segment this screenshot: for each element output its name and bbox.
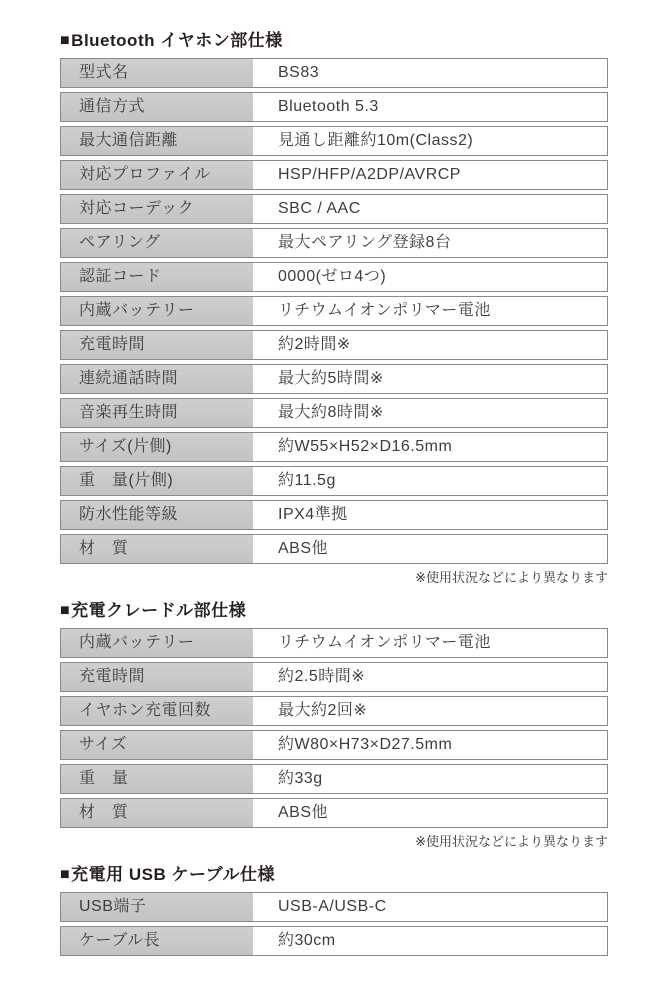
spec-row (60, 662, 608, 692)
spec-value: 約30cm (253, 927, 607, 955)
spec-row (60, 160, 608, 190)
spec-label: 材 質 (61, 535, 253, 563)
spec-value: ABS他 (253, 535, 607, 563)
black-square-bullet-icon: ■ (60, 866, 71, 883)
spec-row (60, 364, 608, 394)
section-title-usb-cable (60, 865, 608, 885)
section-title-charging-cradle (60, 601, 608, 621)
spec-row (60, 92, 608, 122)
section-title-text: 充電用 USB ケーブル仕様 (71, 865, 275, 884)
spec-label: 充電時間 (61, 663, 253, 691)
spec-label: 最大通信距離 (61, 127, 253, 155)
spec-value: SBC / AAC (253, 195, 607, 223)
spec-label: 音楽再生時間 (61, 399, 253, 427)
spec-value: 最大ペアリング登録8台 (253, 229, 607, 257)
spec-label: サイズ (61, 731, 253, 759)
section-bluetooth-earphone (60, 31, 608, 586)
spec-label: 内蔵バッテリー (61, 629, 253, 657)
spec-label: 材 質 (61, 799, 253, 827)
spec-label: サイズ(片側) (61, 433, 253, 461)
spec-value: 0000(ゼロ4つ) (253, 263, 607, 291)
spec-value: BS83 (253, 59, 607, 87)
spec-value: 約2時間※ (253, 331, 607, 359)
black-square-bullet-icon: ■ (60, 602, 71, 619)
spec-value: リチウムイオンポリマー電池 (253, 297, 607, 325)
spec-row (60, 466, 608, 496)
spec-label: 連続通話時間 (61, 365, 253, 393)
spec-label: 通信方式 (61, 93, 253, 121)
section-charging-cradle (60, 601, 608, 850)
spec-row (60, 764, 608, 794)
spec-label: 対応プロファイル (61, 161, 253, 189)
spec-value: 最大約5時間※ (253, 365, 607, 393)
spec-value: ABS他 (253, 799, 607, 827)
spec-label: 認証コード (61, 263, 253, 291)
spec-value: Bluetooth 5.3 (253, 93, 607, 121)
spec-row (60, 330, 608, 360)
spec-row (60, 262, 608, 292)
section-title-bluetooth-earphone (60, 31, 608, 51)
spec-value: 約33g (253, 765, 607, 793)
spec-label: ケーブル長 (61, 927, 253, 955)
spec-table-charging-cradle (60, 628, 608, 828)
spec-value: 約11.5g (253, 467, 607, 495)
spec-label: ペアリング (61, 229, 253, 257)
black-square-bullet-icon: ■ (60, 32, 71, 49)
spec-value: 約W55×H52×D16.5mm (253, 433, 607, 461)
spec-row (60, 58, 608, 88)
spec-value: HSP/HFP/A2DP/AVRCP (253, 161, 607, 189)
spec-value: IPX4準拠 (253, 501, 607, 529)
spec-row (60, 892, 608, 922)
spec-value: 最大約8時間※ (253, 399, 607, 427)
spec-value: 約2.5時間※ (253, 663, 607, 691)
spec-row (60, 730, 608, 760)
spec-label: 対応コーデック (61, 195, 253, 223)
spec-row (60, 534, 608, 564)
spec-row (60, 432, 608, 462)
spec-row (60, 126, 608, 156)
spec-table-bluetooth-earphone (60, 58, 608, 564)
spec-label: 重 量 (61, 765, 253, 793)
spec-label: 防水性能等級 (61, 501, 253, 529)
spec-label: イヤホン充電回数 (61, 697, 253, 725)
section-title-text: 充電クレードル部仕様 (71, 601, 247, 620)
spec-row (60, 398, 608, 428)
spec-value: 最大約2回※ (253, 697, 607, 725)
spec-label: 内蔵バッテリー (61, 297, 253, 325)
section-usb-cable (60, 865, 608, 956)
spec-row (60, 926, 608, 956)
spec-value: 約W80×H73×D27.5mm (253, 731, 607, 759)
spec-row (60, 798, 608, 828)
spec-sheet-content (60, 31, 608, 956)
spec-table-usb-cable (60, 892, 608, 956)
spec-value: リチウムイオンポリマー電池 (253, 629, 607, 657)
spec-label: 充電時間 (61, 331, 253, 359)
footnote-usage-note: ※使用状況などにより異なります (415, 570, 608, 585)
spec-value: 見通し距離約10m(Class2) (253, 127, 607, 155)
spec-row (60, 228, 608, 258)
spec-row (60, 194, 608, 224)
spec-label: 型式名 (61, 59, 253, 87)
spec-row (60, 628, 608, 658)
spec-value: USB-A/USB-C (253, 893, 607, 921)
spec-row (60, 296, 608, 326)
footnote-usage-note: ※使用状況などにより異なります (415, 834, 608, 849)
spec-label: 重 量(片側) (61, 467, 253, 495)
spec-row (60, 696, 608, 726)
spec-label: USB端子 (61, 893, 253, 921)
spec-row (60, 500, 608, 530)
section-title-text: Bluetooth イヤホン部仕様 (71, 31, 283, 50)
